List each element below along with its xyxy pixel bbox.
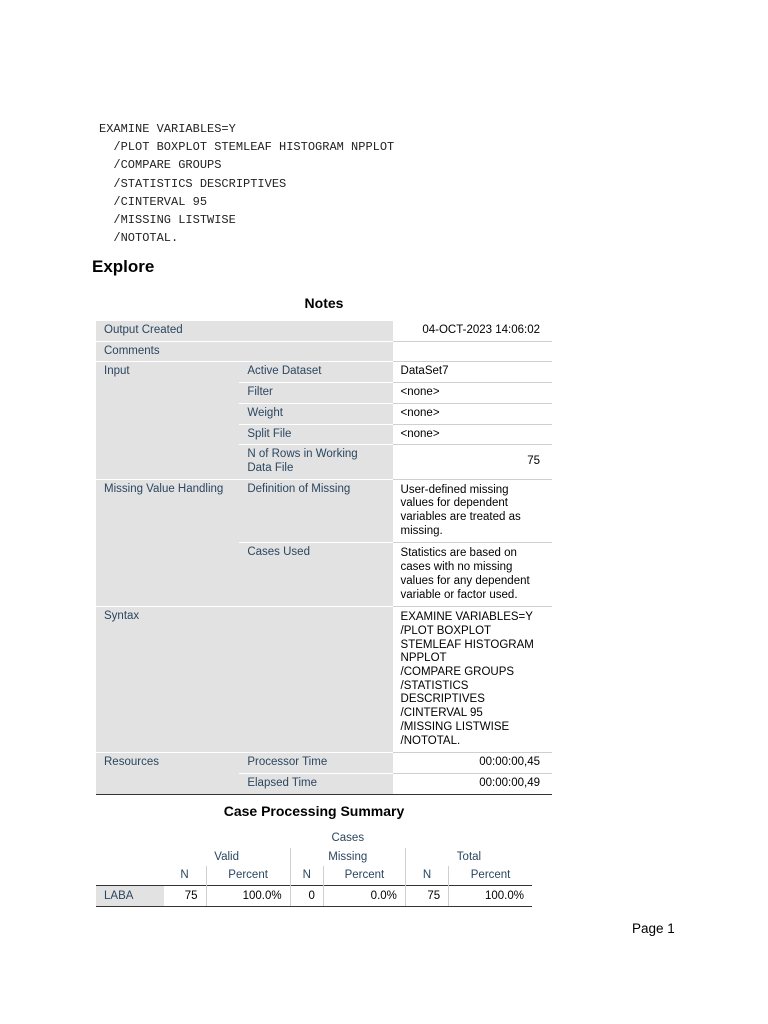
notes-row-output-created — [96, 321, 552, 341]
group-header-missing: Missing — [290, 848, 405, 867]
weight-label: Weight — [239, 403, 392, 424]
total-percent: 100.0% — [449, 885, 532, 907]
output-created-value: 04-OCT-2023 14:06:02 — [393, 321, 552, 341]
valid-n: 75 — [164, 885, 206, 907]
total-n: 75 — [405, 885, 448, 907]
notes-row-definition-of-missing — [96, 479, 552, 543]
sub-header: N — [164, 866, 206, 885]
processor-time-value: 00:00:00,45 — [393, 753, 552, 774]
split-file-label: Split File — [239, 424, 392, 445]
missing-value-handling-label: Missing Value Handling — [96, 479, 239, 607]
row-label-laba: LABA — [96, 885, 164, 907]
notes-row-processor-time — [96, 753, 552, 774]
notes-row-syntax — [96, 607, 552, 753]
n-rows-value: 75 — [393, 445, 552, 479]
notes-row-active-dataset — [96, 362, 552, 383]
comments-value — [393, 341, 552, 362]
case-processing-title: Case Processing Summary — [223, 803, 405, 819]
output-created-label: Output Created — [96, 321, 393, 341]
elapsed-time-value: 00:00:00,49 — [393, 773, 552, 794]
group-header-total: Total — [456, 850, 482, 863]
filter-label: Filter — [239, 383, 392, 404]
notes-row-comments — [96, 341, 552, 362]
sub-header: N — [290, 866, 323, 885]
cps-corner-3 — [96, 866, 164, 885]
group-header-valid: Valid — [164, 848, 291, 867]
missing-percent: 0.0% — [323, 885, 405, 907]
cases-used-value: Statistics are based on cases with no missing values for any dependent variable or factor used. — [393, 543, 552, 607]
definition-of-missing-label: Definition of Missing — [239, 479, 392, 543]
active-dataset-label: Active Dataset — [239, 362, 392, 383]
comments-label: Comments — [96, 341, 393, 362]
page-number: Page 1 — [632, 921, 675, 936]
cases-used-label: Cases Used — [239, 543, 392, 607]
split-file-value: <none> — [393, 424, 552, 445]
sub-header: Percent — [470, 869, 511, 881]
n-rows-label: N of Rows in Working Data File — [239, 445, 392, 479]
cps-header-groups — [96, 848, 532, 867]
syntax-label: Syntax — [96, 607, 393, 753]
syntax-value: EXAMINE VARIABLES=Y /PLOT BOXPLOT STEMLEAF HISTOGRAM NPPLOT /COMPARE GROUPS /STATISTICS DESCRIPTIVES /CINTERVAL 95 /MISSING LISTWISE /NOTOTAL. — [393, 607, 552, 753]
cases-header: Cases — [331, 832, 365, 844]
explore-heading: Explore — [92, 257, 155, 276]
filter-value: <none> — [393, 383, 552, 404]
input-label: Input — [96, 362, 239, 479]
cps-corner-2 — [96, 848, 164, 867]
processor-time-label: Processor Time — [239, 753, 392, 774]
weight-value: <none> — [393, 403, 552, 424]
cps-header-cases — [96, 829, 532, 848]
table-row — [96, 885, 532, 907]
active-dataset-value: DataSet7 — [393, 362, 552, 383]
valid-percent: 100.0% — [206, 885, 290, 907]
sub-header: Percent — [206, 866, 290, 885]
syntax-block: EXAMINE VARIABLES=Y /PLOT BOXPLOT STEMLEAF HISTOGRAM NPPLOT /COMPARE GROUPS /STATISTICS DESCRIPTIVES /CINTERVAL 95 /MISSING LISTWISE /NOTOTAL. — [99, 122, 395, 246]
notes-table-title: Notes — [304, 295, 344, 311]
missing-n: 0 — [290, 885, 323, 907]
cps-corner-1 — [96, 829, 164, 848]
case-processing-table — [96, 829, 532, 907]
resources-label: Resources — [96, 753, 239, 794]
sub-header: N — [405, 866, 448, 885]
definition-of-missing-value: User-defined missing values for dependent variables are treated as missing. — [393, 479, 552, 543]
sub-header: Percent — [323, 866, 405, 885]
cps-header-sub — [96, 866, 532, 885]
notes-table — [96, 321, 552, 795]
elapsed-time-label: Elapsed Time — [239, 773, 392, 794]
